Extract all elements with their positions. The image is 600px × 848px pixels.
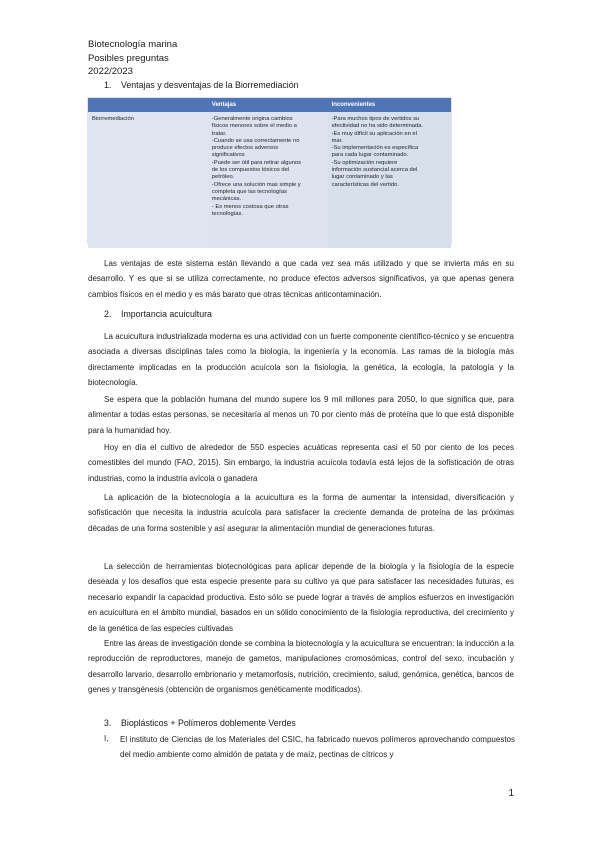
table-cell-line: -Su implementación es específica [331, 145, 419, 152]
table-header-row [88, 98, 451, 112]
table-cell-line: tecnologías. [211, 210, 244, 217]
row-label-cell [88, 112, 208, 248]
section-1-heading [104, 80, 299, 90]
list-item: El instituto de Ciencias de los Materiales del CSIC, ha fabricado nuevos polímeros aprovechando compuestos del medio ambiente como almidón de patata y de maíz, pectinas de cítricos y [120, 735, 515, 760]
paragraph: Se espera que la población humana del mundo supere los 9 mil millones para 2050, lo que significa que, para alimentar a todas estas personas, se necesitaría al menos un 70 por ciento más de proteína que lo que está disponible para la humanidad hoy. [88, 395, 514, 435]
table-cell-line: físicos menores sobre el medio a [211, 123, 297, 130]
table-cell-line: efectividad no ha sido determinada. [331, 123, 424, 130]
comparison-table [88, 98, 451, 248]
table-row [88, 112, 451, 248]
document-header [88, 38, 177, 79]
table-cell-line: -Ofrece una solución mas simple y [211, 181, 301, 188]
paragraph: Entre las áreas de investigación donde se combina la biotecnología y la acuicultura se encuentran: la inducción a la reproducción de reproductores, manejo de gametos, manipulaciones cromosómicas, control del sexo, incubación y desarrollo larvario, desarrollo embrionario y metamorfosis, nutrición, crecimiento, salud, genómica, genética, bancos de genes y transgénesis (obtención de organismos genéticamente modificados). [88, 639, 514, 695]
section-2-heading [104, 309, 212, 319]
table-cell-line: -Es muy difícil su aplicación en el [331, 130, 417, 137]
table-cell-line: significativos [211, 152, 245, 159]
paragraph: La selección de herramientas biotecnológicas para aplicar depende de la biología y la fisiología de la especie deseada y los desafíos que esta especie presente para su cultivo ya que para satisfacer las necesidades futuras, es necesario expandir la capacidad productiva. Esto sólo se puede lograr a través de amplios esfuerzos en investigación en acuicultura en el ámbito mundial, basados en un sólido conocimiento de la fisiología reproductiva, del crecimiento y de la genética de las especies cultivadas [88, 562, 514, 633]
section-3-number: 3. [104, 718, 112, 728]
table-cell-line: lugar contaminado y las [331, 174, 393, 181]
section-2-title: Importancia acuicultura [121, 309, 212, 319]
table-cell-line: -Puede ser útil para retirar algunos [211, 159, 302, 166]
table-cell-line: mar. [331, 137, 343, 144]
paragraph: La acuicultura industrializada moderna es una actividad con un fuerte componente científico-técnico y se encuentra asociada a diversas disciplinas tales como la biología, la ingeniería y la economía. Las ramas de la biología más directamente implicadas en la producción acuícola son la fisiología, la genética, la ecología, la patología y la biotecnología. [88, 332, 514, 388]
page-number: 1 [508, 788, 514, 799]
table-header-cell: Ventajas [208, 98, 328, 112]
section-1-title: Ventajas y desventajas de la Biorremediación [121, 80, 299, 90]
header-subtitle: Posibles preguntas [88, 52, 169, 64]
table-cell-line: -Generalmente origina cambios [211, 116, 293, 122]
header-year: 2022/2023 [88, 66, 133, 77]
table-cell-line: -Cuando se usa correctamente no [211, 137, 300, 144]
ventajas-cell [208, 112, 328, 248]
section-1-number: 1. [104, 80, 112, 90]
table-cell-line: de los compuestos tóxicos del [211, 167, 290, 174]
table-cell-line: completa que las tecnologías [211, 188, 287, 195]
paragraph: Hoy en día el cultivo de alrededor de 550 especies acuáticas representa casi el 50 por ciento de los peces comestibles del mundo (FAO, 2015). Sin embargo, la industria acuícola todavía está lejos de la sofisticación de otras industrias, como la industria avícola o ganadera [88, 443, 514, 483]
inconvenientes-cell [328, 112, 451, 248]
table-cell-line: para cada lugar contaminado. [331, 152, 409, 159]
row-label: Biorremediación [92, 116, 134, 122]
table-cell-line: información sustancial acerca del [331, 167, 418, 174]
table-cell-line: -Su optimización requiere [331, 159, 398, 166]
table-cell-line: tratar. [211, 130, 227, 137]
biorremediacion-table [87, 97, 452, 244]
table-header-cell: Inconvenientes [328, 98, 451, 112]
table-cell-line: mecánicas. [211, 196, 242, 203]
paragraph: Las ventajas de este sistema están llevando a que cada vez sea más utilizado y que se invierta más en su desarrollo. Y es que si se utiliza correctamente, no produce efectos adversos significativos, ya que apenas genera cambios físicos en el medio y es más barato que otras técnicas anticontaminación. [88, 259, 514, 299]
table-cell-line: - Es menos costosa que otras [211, 203, 289, 210]
section-3-heading [104, 718, 296, 728]
table-cell-line: produce efectos adversos [211, 145, 279, 152]
header-course: Biotecnología marina [88, 39, 178, 50]
table-cell-line: -Para muchos tipos de vertidos su [331, 116, 420, 122]
section-3-title: Bioplásticos + Polímeros doblemente Verdes [121, 718, 296, 728]
paragraph: La aplicación de la biotecnología a la acuicultura es la forma de aumentar la intensidad, diversificación y sofisticación que necesita la industria acuícola para satisfacer la creciente demanda de proteína de las próximas décadas de una forma sostenible y así asegurar la alimentación mundial de generaciones futuras. [88, 493, 514, 533]
table-cell-line: características del vertido. [331, 181, 399, 188]
section-2-number: 2. [104, 309, 112, 319]
table-header-cell [88, 98, 208, 112]
list-marker: I, [104, 734, 109, 743]
table-cell-line: petróleo. [211, 174, 235, 181]
